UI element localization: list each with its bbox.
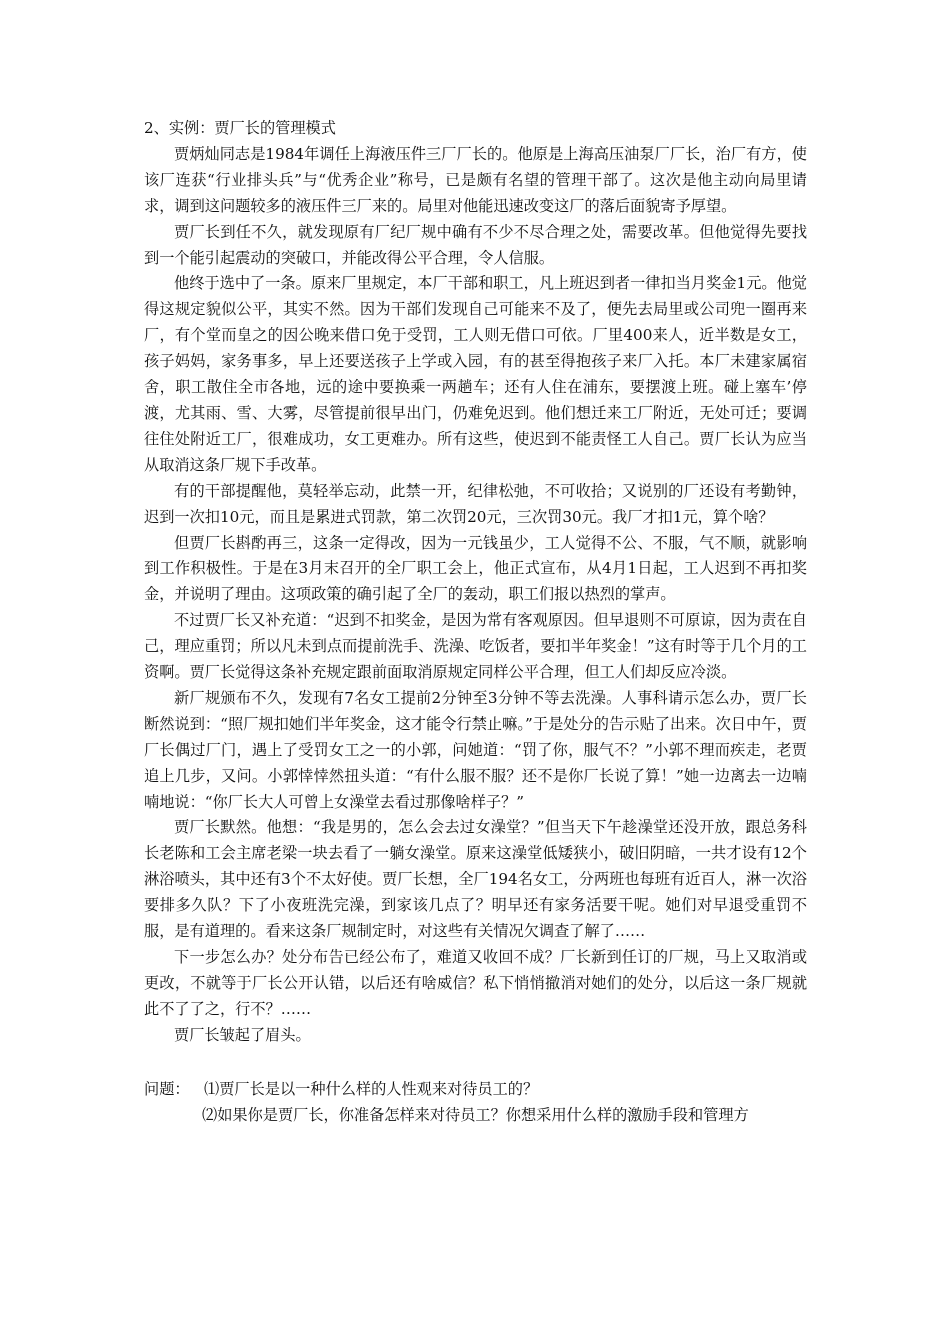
- spacer: [144, 1049, 807, 1077]
- paragraph-1: 贾炳灿同志是1984年调任上海液压件三厂厂长的。他原是上海高压油泵厂厂长，治厂有方，使该厂连获“行业排头兵”与“优秀企业”称号，已是颇有名望的管理干部了。这次是他主动向局里请求，调到这问题较多的液压件三厂来的。局里对他能迅速改变这厂的落后面貌寄予厚望。: [144, 144, 807, 215]
- paragraph-7: 新厂规颁布不久，发现有7名女工提前2分钟至3分钟不等去洗澡。人事科请示怎么办，贾厂长断然说到：“照厂规扣她们半年奖金，这才能令行禁止嘛。”于是处分的告示贴了出来。次日中午，贾厂长偶过厂门，遇上了受罚女工之一的小郭，问她道：“罚了你，服气不？”小郭不理而疾走，老贾追上几步，又问。小郭悻悻然扭头道：“有什么服不服？还不是你厂长说了算！”她一边离去一边喃喃地说：“你厂长大人可曾上女澡堂去看过那像啥样子？”: [144, 688, 807, 811]
- paragraph-2: 贾厂长到任不久，就发现原有厂纪厂规中确有不少不尽合理之处，需要改革。但他觉得先要找到一个能引起震动的突破口，并能改得公平合理，令人信服。: [144, 222, 807, 267]
- question-2: ⑵如果你是贾厂长，你准备怎样来对待员工？你想采用什么样的激励手段和管理方: [202, 1105, 749, 1124]
- paragraph-9: 下一步怎么办？处分布告已经公布了，难道又收回不成？厂长新到任订的厂规，马上又取消或更改，不就等于厂长公开认错，以后还有啥威信？私下悄悄撤消对她们的处分，以后这一条厂规就此不了了之，行不？……: [144, 948, 807, 1018]
- paragraph-3: 他终于选中了一条。原来厂里规定，本厂干部和职工，凡上班迟到者一律扣当月奖金1元。他觉得这规定貌似公平，其实不然。因为干部们发现自己可能来不及了，便先去局里或公司兜一圈再来厂，有个堂而皇之的因公晚来借口免于受罚，工人则无借口可依。厂里400来人，近半数是女工，孩子妈妈，家务事多，早上还要送孩子上学或入园，有的甚至得抱孩子来厂入托。本厂未建家属宿舍，职工散住全市各地，远的途中要换乘一两趟车；还有人住在浦东，要摆渡上班。碰上塞车’停渡，尤其雨、雪、大雾，尽管提前很早出门，仍难免迟到。他们想迁来工厂附近，无处可迁；要调往住处附近工厂，很难成功，女工更难办。所有这些，使迟到不能责怪工人自己。贾厂长认为应当从取消这条厂规下手改革。: [144, 274, 807, 474]
- paragraph-8: 贾厂长默然。他想：“我是男的，怎么会去过女澡堂？”但当天下午趁澡堂还没开放，跟总务科长老陈和工会主席老梁一块去看了一躺女澡堂。原来这澡堂低矮狭小，破旧阴暗，一共才设有12个淋浴喷头，其中还有3个不太好使。贾厂长想，全厂194名女工，分两班也每班有近百人，淋一次浴要排多久队？下了小夜班洗完澡，到家该几点了？明早还有家务活要干呢。她们对早退受重罚不服，是有道理的。看来这条厂规制定时，对这些有关情况欠调查了解了……: [144, 818, 807, 941]
- questions-label: 问题：: [144, 1079, 190, 1098]
- document-page: [144, 116, 807, 1128]
- question-1-row: [144, 1077, 807, 1103]
- paragraph-6: 不过贾厂长又补充道：“迟到不扣奖金，是因为常有客观原因。但早退则不可原谅，因为责在自己，理应重罚；所以凡未到点而提前洗手、洗澡、吃饭者，要扣半年奖金！”这有时等于几个月的工资啊。贾厂长觉得这条补充规定跟前面取消原规定同样公平合理，但工人们却反应冷淡。: [144, 611, 807, 682]
- questions-block: [144, 1077, 807, 1129]
- question-1: ⑴贾厂长是以一种什么样的人性观来对待员工的？: [204, 1079, 539, 1098]
- paragraph-5: 但贾厂长斟酌再三，这条一定得改，因为一元钱虽少，工人觉得不公、不服，气不顺，就影响到工作积极性。于是在3月末召开的全厂职工会上，他正式宣布，从4月1日起，工人迟到不再扣奖金，并说明了理由。这项政策的确引起了全厂的轰动，职工们报以热烈的掌声。: [144, 533, 807, 604]
- section-heading: 2、实例：贾厂长的管理模式: [144, 119, 336, 137]
- paragraph-4: 有的干部提醒他，莫轻举忘动，此禁一开，纪律松弛，不可收拾；又说别的厂还设有考勤钟，迟到一次扣10元，而且是累进式罚款，第二次罚20元，三次罚30元。我厂才扣1元，算个啥？: [144, 481, 807, 526]
- paragraph-10: 贾厂长皱起了眉头。: [174, 1025, 311, 1044]
